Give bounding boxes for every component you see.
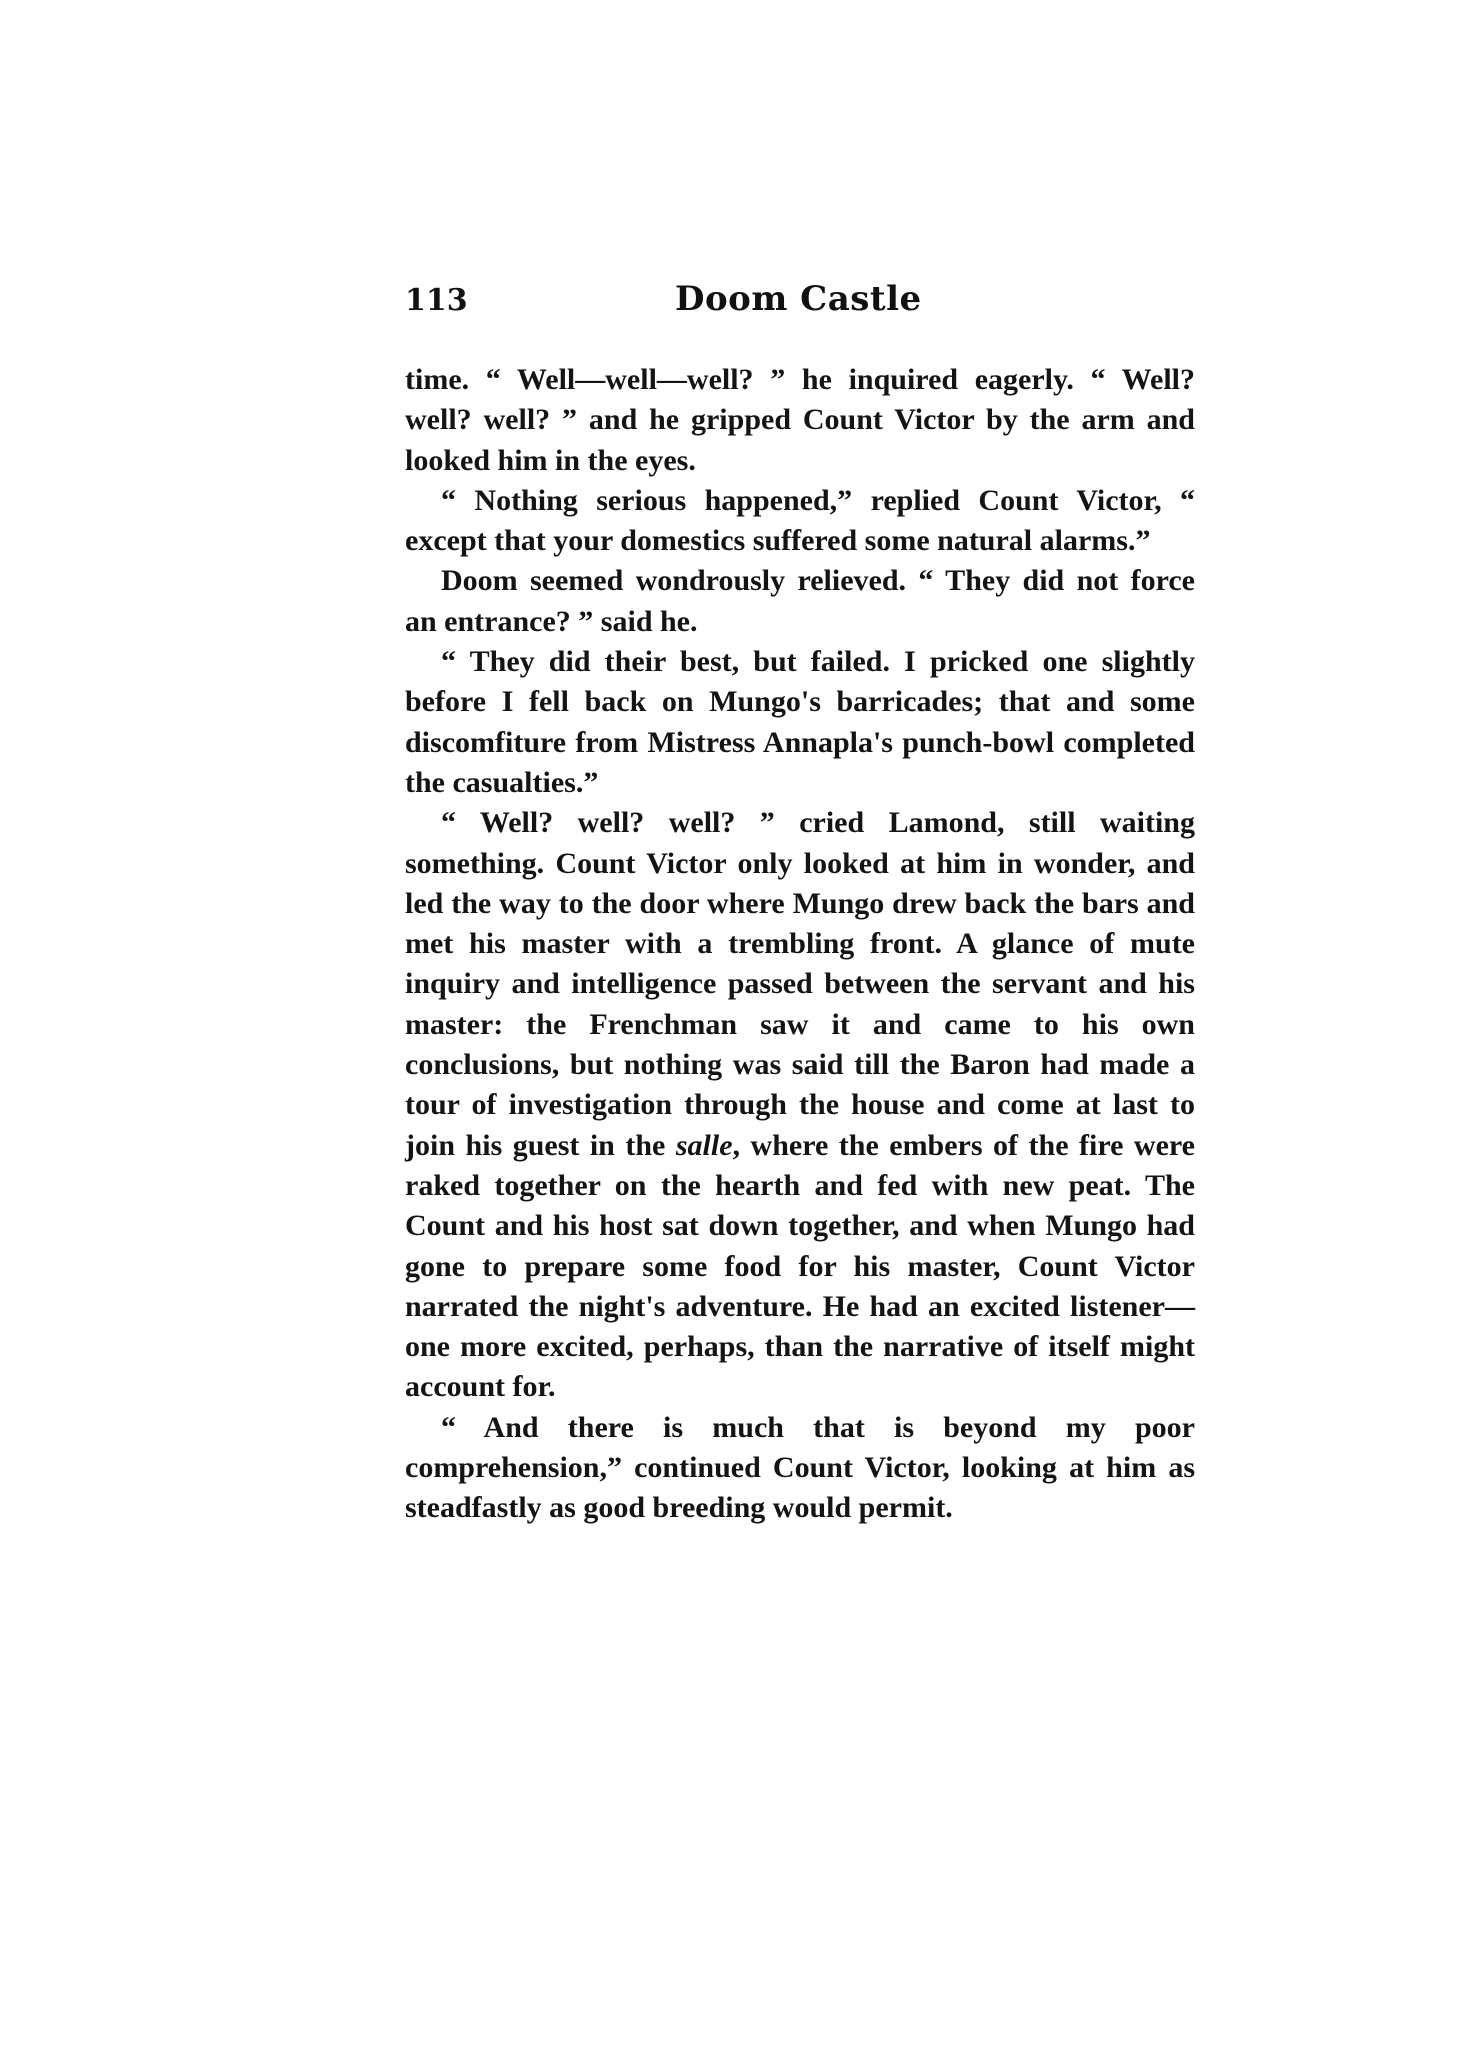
- paragraph-5: [405, 803, 1195, 1407]
- paragraph-1: time. “ Well—well—well? ” he inquired eagerly. “ Well? well? well? ” and he gripped Count Victor by the arm and looked him in the eyes.: [405, 363, 1195, 477]
- paragraph-2: “ Nothing serious happened,” replied Count Victor, “ except that your domestics suffered some natural alarms.”: [405, 483, 1195, 558]
- page-number: 113: [405, 283, 468, 318]
- paragraph-6: “ And there is much that is beyond my poor comprehension,” continued Count Victor, looking at him as steadfastly as good breeding would permit.: [405, 1410, 1195, 1525]
- running-head: [405, 279, 1195, 335]
- paragraph-4: “ They did their best, but failed. I pricked one slightly before I fell back on Mungo's barricades; that and some discomfiture from Mistress Annapla's punch-bowl completed the casualties.”: [405, 645, 1195, 799]
- paragraph-5-part-1: “ Well? well? well? ” cried Lamond, still waiting something. Count Victor only looked at him in wonder, and led the way to the door where Mungo drew back the bars and met his master with a trembling front. A glance of mute inquiry and intelligence passed between the servant and his master: the Frenchman saw it and came to his own conclusions, but nothing was said till the Baron had made a tour of investigation through the house and come at last to join his guest in the: [405, 806, 1195, 1162]
- book-title: Doom Castle: [675, 279, 922, 319]
- body-text: [405, 360, 1195, 1529]
- paragraph-3: Doom seemed wondrously relieved. “ They did not force an entrance? ” said he.: [405, 564, 1195, 638]
- paragraph-5-part-2: , where the embers of the fire were raked together on the hearth and fed with new peat. The Count and his host sat down together, and when Mungo had gone to prepare some food for his master, Count Victor narrated the night's adventure. He had an excited listener—one more excited, perhaps, than the narrative of itself might account for.: [405, 1128, 1195, 1404]
- paragraph-5-italic-word: salle: [675, 1128, 733, 1162]
